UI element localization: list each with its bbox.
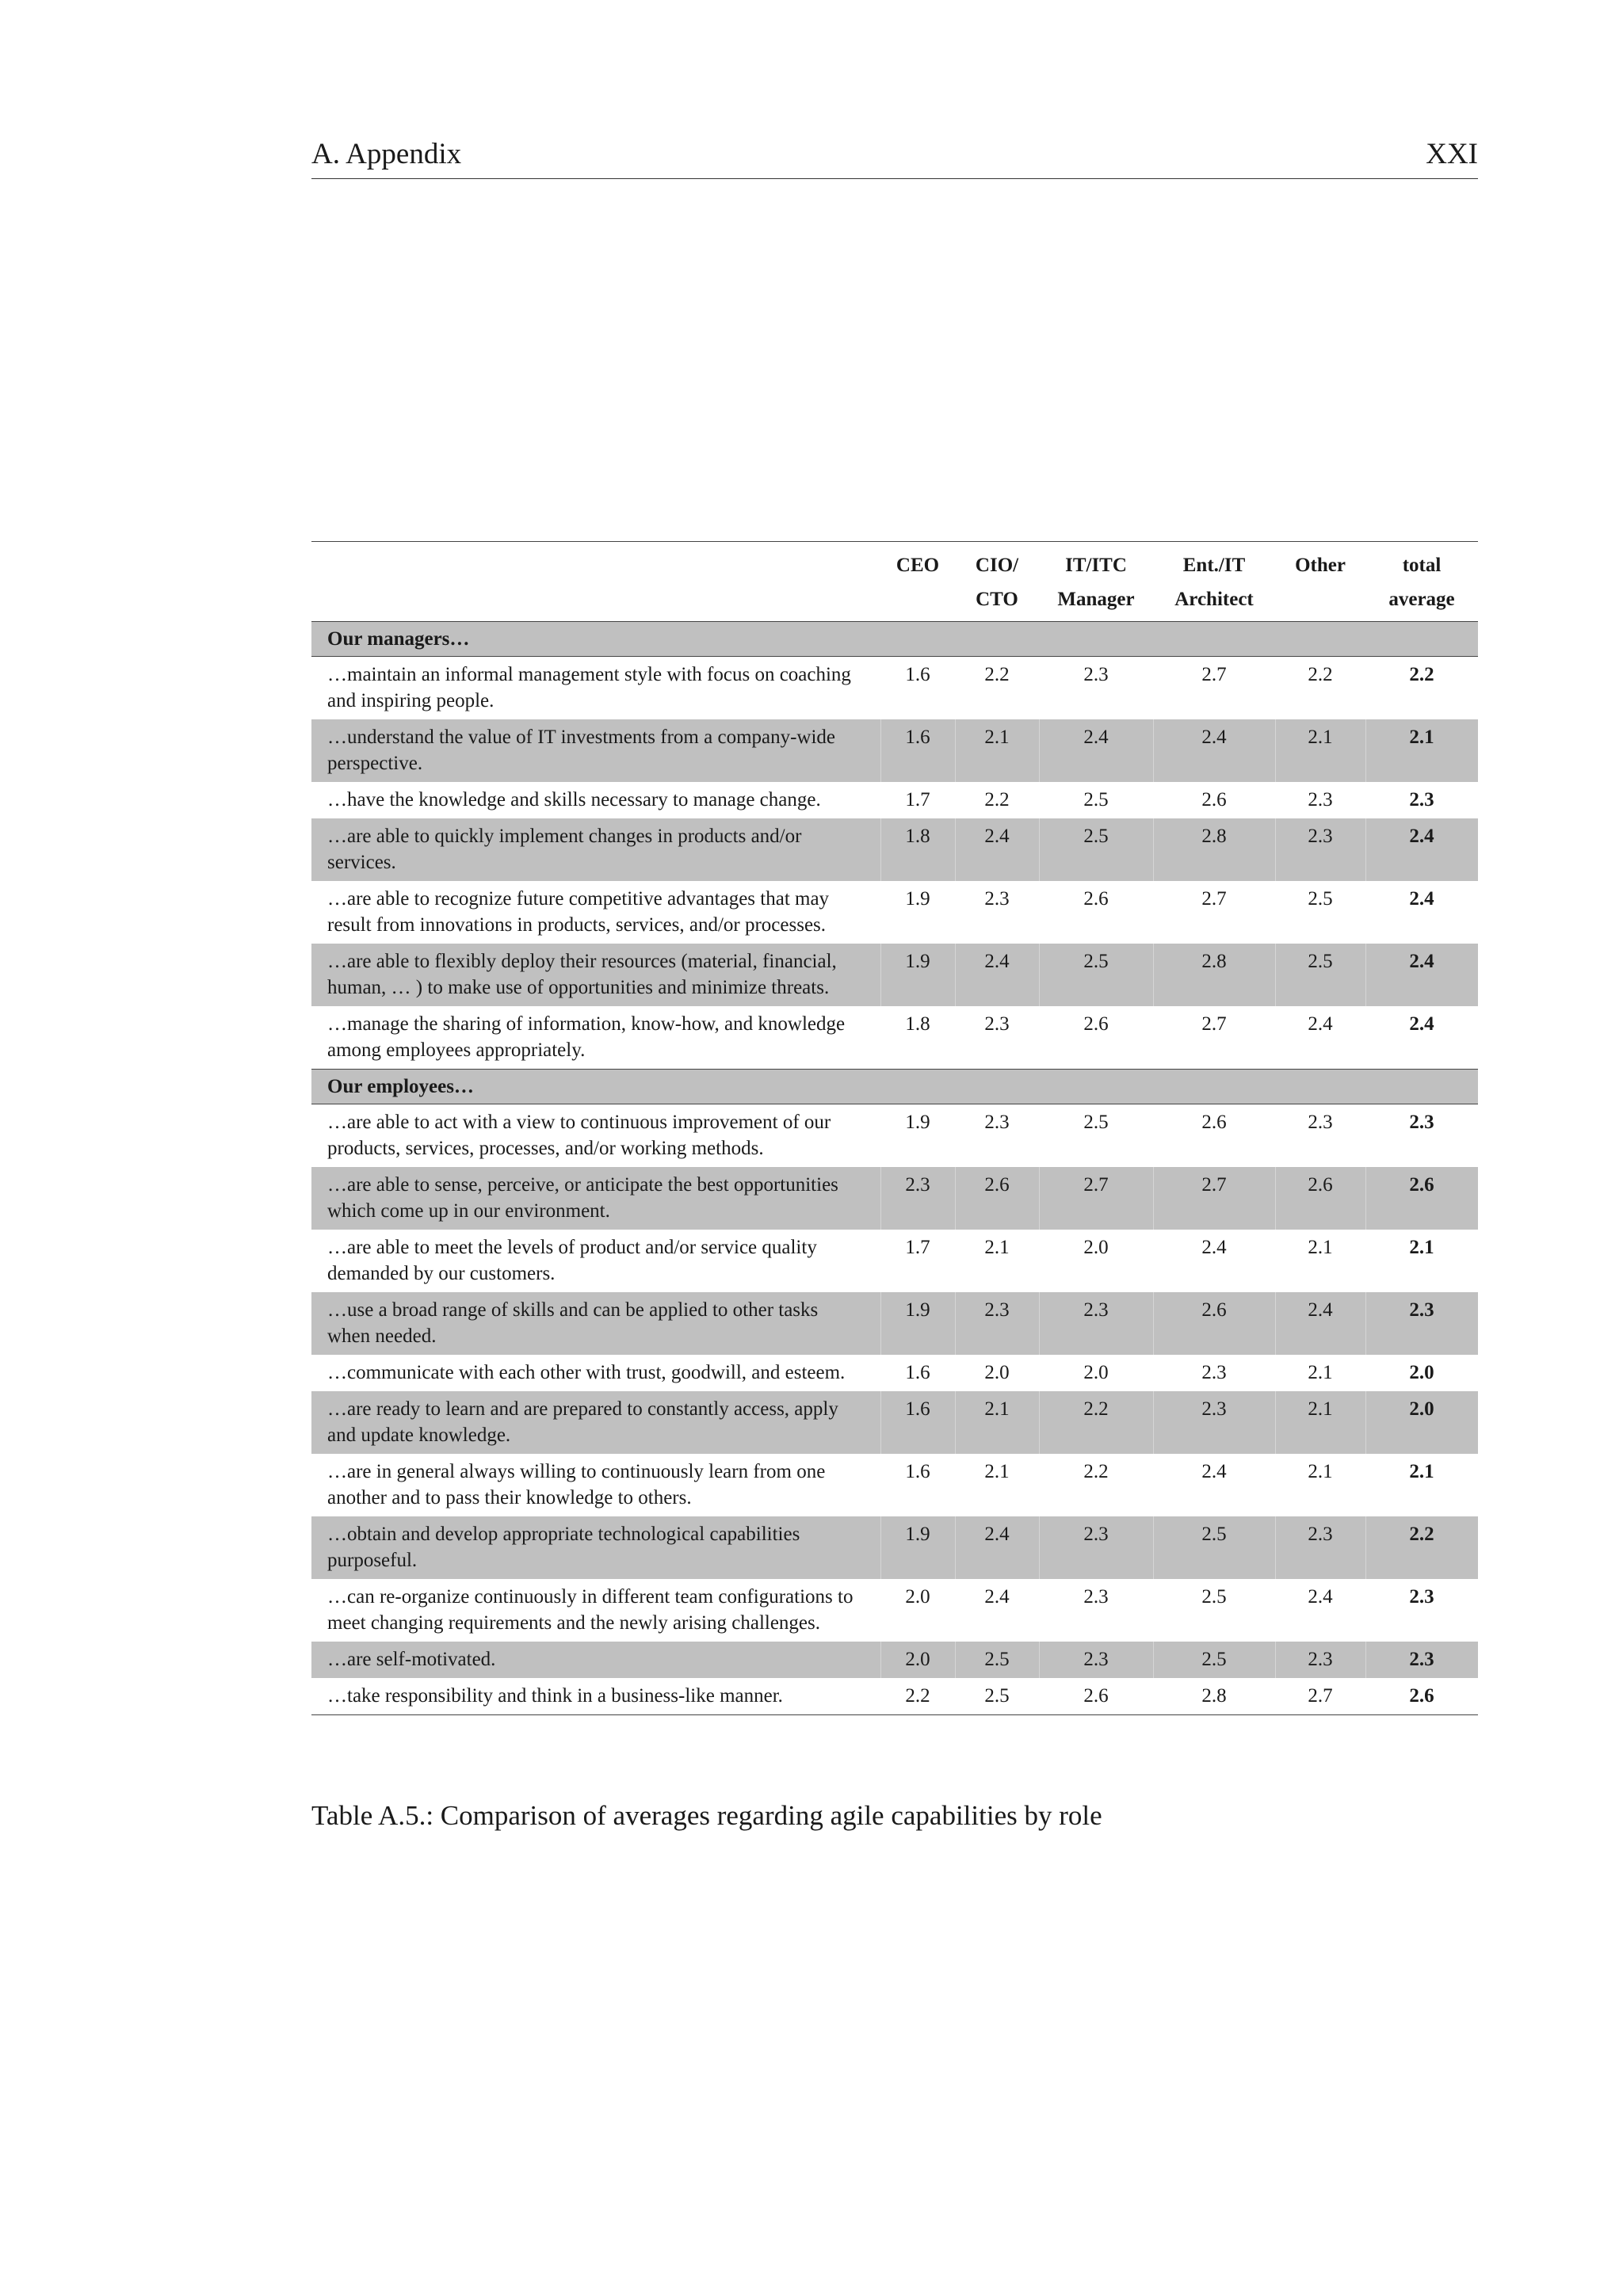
value-cell: 2.1 — [955, 1391, 1039, 1454]
value-cell: 2.2 — [905, 1685, 930, 1707]
value-cell: 2.3 — [1275, 818, 1365, 881]
table-row — [311, 719, 1478, 782]
section-header-row — [311, 622, 1478, 657]
value-cell: 2.6 — [1083, 1685, 1109, 1707]
total-average-cell: 2.0 — [1409, 1362, 1434, 1383]
row-label: …manage the sharing of information, know-how, and knowledge among employees appropriately. — [327, 1013, 846, 1061]
value-cell: 2.0 — [880, 1642, 955, 1678]
col-header-other: Other — [1295, 555, 1346, 576]
value-cell: 2.4 — [1201, 1237, 1227, 1258]
row-label: …are able to sense, perceive, or anticipate the best opportunities which come up in our environment. — [311, 1167, 880, 1230]
total-average-cell: 2.4 — [1365, 818, 1478, 881]
value-cell: 1.7 — [905, 789, 930, 810]
value-cell: 2.6 — [1201, 1112, 1227, 1133]
row-label: …are in general always willing to continuously learn from one another and to pass their knowledge to others. — [327, 1461, 826, 1508]
table-row — [311, 1292, 1478, 1355]
value-cell: 2.5 — [1083, 1112, 1109, 1133]
table-row — [311, 1678, 1478, 1715]
value-cell: 2.6 — [1153, 1292, 1275, 1355]
value-cell: 2.0 — [984, 1362, 1010, 1383]
value-cell: 2.3 — [1083, 664, 1109, 685]
col-header-cio: CIO/ CTO — [975, 555, 1019, 610]
value-cell: 2.2 — [984, 789, 1010, 810]
value-cell: 1.9 — [905, 888, 930, 910]
value-cell: 2.1 — [1308, 1237, 1333, 1258]
row-label: …use a broad range of skills and can be applied to other tasks when needed. — [311, 1292, 880, 1355]
value-cell: 2.6 — [955, 1167, 1039, 1230]
value-cell: 2.6 — [1275, 1167, 1365, 1230]
value-cell: 2.2 — [1039, 1391, 1153, 1454]
value-cell: 2.3 — [1201, 1362, 1227, 1383]
total-average-cell: 2.1 — [1409, 1237, 1434, 1258]
row-label: …are able to act with a view to continuous improvement of our products, services, processes, and/or working methods. — [327, 1112, 831, 1159]
value-cell: 2.5 — [1201, 1586, 1227, 1608]
value-cell: 2.8 — [1153, 944, 1275, 1006]
value-cell: 2.7 — [1308, 1685, 1333, 1707]
value-cell: 2.2 — [1083, 1461, 1109, 1482]
value-cell: 2.5 — [1308, 888, 1333, 910]
table-row — [311, 657, 1478, 720]
value-cell: 2.2 — [1308, 664, 1333, 685]
col-header-it-manager: IT/ITC Manager — [1057, 555, 1135, 610]
value-cell: 1.9 — [880, 1292, 955, 1355]
value-cell: 2.3 — [1039, 1516, 1153, 1579]
section-title: Our managers… — [311, 622, 1478, 657]
value-cell: 2.3 — [1275, 1516, 1365, 1579]
value-cell: 1.6 — [905, 1461, 930, 1482]
total-average-cell: 2.0 — [1365, 1391, 1478, 1454]
row-label: …are able to flexibly deploy their resources (material, financial, human, … ) to make use of opportunities and minimize threats. — [311, 944, 880, 1006]
value-cell: 2.4 — [984, 1586, 1010, 1608]
row-label: …take responsibility and think in a business-like manner. — [327, 1685, 783, 1707]
value-cell: 2.6 — [1083, 888, 1109, 910]
value-cell: 2.4 — [955, 944, 1039, 1006]
row-label: …are able to quickly implement changes in products and/or services. — [311, 818, 880, 881]
value-cell: 2.5 — [1275, 944, 1365, 1006]
total-average-cell: 2.6 — [1365, 1167, 1478, 1230]
value-cell: 2.5 — [984, 1685, 1010, 1707]
value-cell: 2.5 — [1083, 789, 1109, 810]
value-cell: 2.4 — [1039, 719, 1153, 782]
value-cell: 2.1 — [984, 1461, 1010, 1482]
table-row — [311, 1230, 1478, 1292]
agile-capabilities-table — [311, 541, 1478, 1715]
total-average-cell: 2.3 — [1409, 1112, 1434, 1133]
value-cell: 1.6 — [905, 1362, 930, 1383]
total-average-cell: 2.3 — [1365, 1642, 1478, 1678]
total-average-cell: 2.4 — [1365, 944, 1478, 1006]
page-number: XXI — [1426, 138, 1478, 170]
row-label: …understand the value of IT investments from a company-wide perspective. — [311, 719, 880, 782]
total-average-cell: 2.1 — [1365, 719, 1478, 782]
table-row — [311, 1391, 1478, 1454]
value-cell: 2.5 — [1039, 818, 1153, 881]
table-row — [311, 1516, 1478, 1579]
value-cell: 2.0 — [905, 1586, 930, 1608]
row-label: …are able to recognize future competitive advantages that may result from innovations in products, services, and/or processes. — [327, 888, 830, 936]
total-average-cell: 2.1 — [1409, 1461, 1434, 1482]
value-cell: 2.2 — [984, 664, 1010, 685]
row-label: …communicate with each other with trust, goodwill, and esteem. — [327, 1362, 846, 1383]
value-cell: 2.1 — [1275, 719, 1365, 782]
row-label: …have the knowledge and skills necessary to manage change. — [327, 789, 821, 810]
value-cell: 1.9 — [880, 944, 955, 1006]
value-cell: 2.0 — [1083, 1362, 1109, 1383]
value-cell: 2.7 — [1201, 1013, 1227, 1035]
table-row — [311, 1167, 1478, 1230]
row-label: …are ready to learn and are prepared to constantly access, apply and update knowledge. — [311, 1391, 880, 1454]
table-row — [311, 1579, 1478, 1642]
value-cell: 1.8 — [905, 1013, 930, 1035]
value-cell: 2.3 — [1153, 1391, 1275, 1454]
value-cell: 2.4 — [1201, 1461, 1227, 1482]
value-cell: 2.4 — [1308, 1586, 1333, 1608]
value-cell: 1.9 — [880, 1516, 955, 1579]
table-row — [311, 1454, 1478, 1516]
value-cell: 2.7 — [1039, 1167, 1153, 1230]
value-cell: 2.3 — [984, 1013, 1010, 1035]
total-average-cell: 2.4 — [1409, 888, 1434, 910]
value-cell: 2.3 — [1039, 1292, 1153, 1355]
table-row — [311, 881, 1478, 944]
value-cell: 2.1 — [984, 1237, 1010, 1258]
running-header — [311, 131, 1478, 179]
header-label-col — [311, 542, 880, 622]
value-cell: 1.7 — [905, 1237, 930, 1258]
table-row — [311, 1642, 1478, 1678]
value-cell: 2.3 — [984, 888, 1010, 910]
value-cell: 2.3 — [1275, 1642, 1365, 1678]
row-label: …are self-motivated. — [311, 1642, 880, 1678]
total-average-cell: 2.2 — [1409, 664, 1434, 685]
value-cell: 2.0 — [1083, 1237, 1109, 1258]
table-row — [311, 818, 1478, 881]
value-cell: 2.3 — [1308, 1112, 1333, 1133]
value-cell: 1.6 — [880, 719, 955, 782]
value-cell: 2.4 — [955, 1516, 1039, 1579]
value-cell: 2.3 — [1039, 1642, 1153, 1678]
total-average-cell: 2.4 — [1409, 1013, 1434, 1035]
total-average-cell: 2.3 — [1409, 789, 1434, 810]
value-cell: 2.3 — [955, 1292, 1039, 1355]
value-cell: 2.7 — [1201, 664, 1227, 685]
value-cell: 2.6 — [1083, 1013, 1109, 1035]
row-label: …maintain an informal management style with focus on coaching and inspiring people. — [327, 664, 851, 711]
total-average-cell: 2.3 — [1409, 1586, 1434, 1608]
col-header-total: total average — [1388, 555, 1455, 610]
row-label: …can re-organize continuously in different team configurations to meet changing requirements and the newly arising challenges. — [327, 1586, 854, 1634]
value-cell: 2.5 — [1039, 944, 1153, 1006]
section-header-row — [311, 1070, 1478, 1104]
value-cell: 2.3 — [1308, 789, 1333, 810]
value-cell: 2.3 — [984, 1112, 1010, 1133]
row-label: …are able to meet the levels of product and/or service quality demanded by our customers. — [327, 1237, 817, 1284]
value-cell: 2.4 — [1275, 1292, 1365, 1355]
value-cell: 2.3 — [1083, 1586, 1109, 1608]
value-cell: 2.4 — [955, 818, 1039, 881]
value-cell: 2.1 — [1275, 1391, 1365, 1454]
value-cell: 2.4 — [1308, 1013, 1333, 1035]
value-cell: 2.8 — [1201, 1685, 1227, 1707]
value-cell: 2.7 — [1201, 888, 1227, 910]
value-cell: 2.3 — [880, 1167, 955, 1230]
value-cell: 2.1 — [1308, 1461, 1333, 1482]
section-title: Our employees… — [311, 1070, 1478, 1104]
table-header-row — [311, 542, 1478, 622]
total-average-cell: 2.6 — [1409, 1685, 1434, 1707]
value-cell: 2.7 — [1153, 1167, 1275, 1230]
row-label: …obtain and develop appropriate technological capabilities purposeful. — [311, 1516, 880, 1579]
table-row — [311, 1006, 1478, 1070]
table-row — [311, 1355, 1478, 1391]
value-cell: 2.5 — [955, 1642, 1039, 1678]
value-cell: 2.6 — [1201, 789, 1227, 810]
table-row — [311, 782, 1478, 818]
value-cell: 1.9 — [905, 1112, 930, 1133]
table-caption: Table A.5.: Comparison of averages regarding agile capabilities by role — [311, 1800, 1102, 1831]
col-header-ceo: CEO — [896, 555, 940, 576]
total-average-cell: 2.3 — [1365, 1292, 1478, 1355]
value-cell: 1.6 — [905, 664, 930, 685]
value-cell: 2.1 — [955, 719, 1039, 782]
total-average-cell: 2.2 — [1365, 1516, 1478, 1579]
header-section-title: A. Appendix — [311, 138, 462, 170]
col-header-architect: Ent./IT Architect — [1174, 555, 1254, 610]
value-cell: 2.5 — [1153, 1642, 1275, 1678]
table-row — [311, 944, 1478, 1006]
value-cell: 2.4 — [1153, 719, 1275, 782]
value-cell: 2.5 — [1153, 1516, 1275, 1579]
value-cell: 1.8 — [880, 818, 955, 881]
value-cell: 1.6 — [880, 1391, 955, 1454]
value-cell: 2.8 — [1153, 818, 1275, 881]
table-row — [311, 1104, 1478, 1168]
value-cell: 2.1 — [1308, 1362, 1333, 1383]
